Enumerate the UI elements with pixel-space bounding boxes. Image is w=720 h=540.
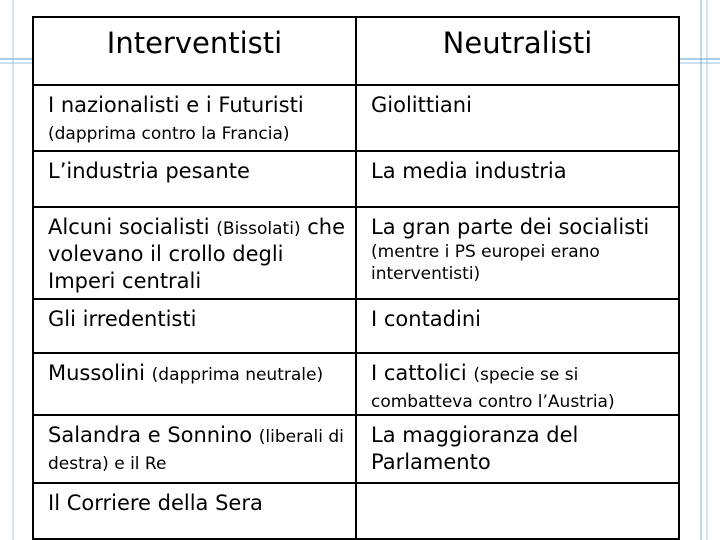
cell-main-text: Il Corriere della Sera: [48, 491, 263, 515]
cell-main-text: La maggioranza del Parlamento: [371, 423, 579, 474]
table-header-row: [33, 17, 679, 85]
table-row: [33, 85, 679, 151]
table-row: [33, 207, 679, 299]
cell-note: (Bissolati): [216, 219, 301, 239]
table-row: [33, 483, 679, 539]
cell-left: [33, 415, 356, 483]
decorative-line-right-2: [706, 0, 708, 540]
header-interventisti: Interventisti: [33, 17, 356, 85]
cell-main-text: Salandra e Sonnino: [48, 423, 253, 447]
cell-right: [356, 207, 679, 299]
table-row: [33, 151, 679, 207]
comparison-table: [32, 16, 680, 540]
cell-main-text: L’industria pesante: [48, 159, 250, 183]
cell-right: [356, 353, 679, 415]
cell-main-text: I cattolici: [371, 361, 467, 385]
cell-right-empty: [356, 483, 679, 539]
cell-left: [33, 207, 356, 299]
cell-main-text: La gran parte dei socialisti: [371, 215, 650, 239]
cell-right: [356, 415, 679, 483]
table-row: [33, 353, 679, 415]
cell-right: [356, 299, 679, 353]
cell-note: (specie se si combatteva contro l’Austria): [371, 365, 615, 412]
cell-main-text: Giolittiani: [371, 93, 472, 117]
cell-note: (dapprima neutrale): [151, 365, 324, 385]
cell-main-text: I contadini: [371, 307, 481, 331]
cell-left: [33, 353, 356, 415]
header-neutralisti: Neutralisti: [356, 17, 679, 85]
cell-main-text: Alcuni socialisti: [48, 215, 210, 239]
decorative-line-left: [12, 0, 14, 540]
cell-main-text: Mussolini: [48, 361, 145, 385]
cell-right: [356, 151, 679, 207]
cell-main-text: Gli irredentisti: [48, 307, 197, 331]
cell-left: [33, 85, 356, 151]
table-row: [33, 299, 679, 353]
cell-note: (liberali di destra) e il Re: [48, 427, 344, 474]
table-row: [33, 415, 679, 483]
cell-main-text: I nazionalisti e i Futuristi: [48, 93, 304, 117]
cell-main-text: La media industria: [371, 159, 567, 183]
cell-left: [33, 483, 356, 539]
cell-left: [33, 299, 356, 353]
cell-note: (mentre i PS europei erano interventisti): [371, 242, 600, 284]
cell-left: [33, 151, 356, 207]
cell-main-text-cont: che volevano il crollo degli Imperi centrali: [48, 215, 346, 293]
cell-right: [356, 85, 679, 151]
decorative-line-right: [700, 0, 702, 540]
cell-note: (dapprima contro la Francia): [48, 124, 290, 144]
